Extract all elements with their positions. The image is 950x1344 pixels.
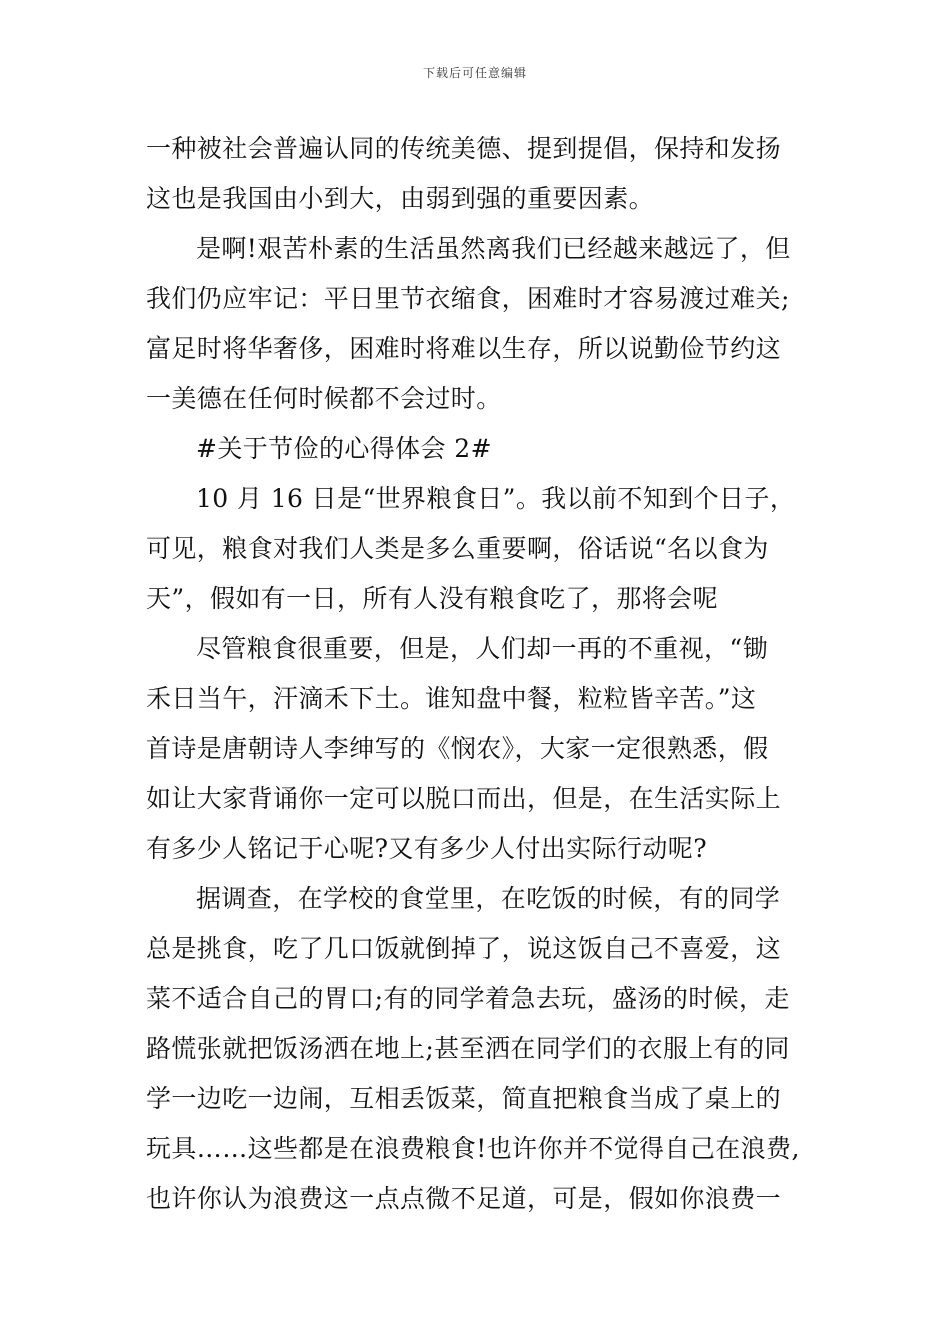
text-line: 据调查，在学校的食堂里，在吃饭的时候，有的同学 (196, 884, 781, 913)
text-line: 尽管粮食很重要，但是，人们却一再的不重视，“锄 (196, 634, 768, 663)
text-line: 总是挑食，吃了几口饭就倒掉了，说这饭自己不喜爱，这 (146, 934, 782, 963)
text-line: 也许你认为浪费这一点点微不足道，可是，假如你浪费一 (146, 1184, 782, 1213)
text-line: 这也是我国由小到大，由弱到强的重要因素。 (146, 184, 655, 213)
text-line: 一美德在任何时候都不会过时。 (146, 384, 502, 413)
text-line: 禾日当午，汗滴禾下土。谁知盘中餐，粒粒皆辛苦。”这 (146, 684, 757, 713)
text-line: 首诗是唐朝诗人李绅写的《悯农》，大家一定很熟悉，假 (146, 734, 769, 763)
text-line: 可见，粮食对我们人类是多么重要啊，俗话说“名以食为 (146, 534, 769, 563)
text-line: 我们仍应牢记：平日里节衣缩食，困难时才容易渡过难关; (146, 284, 790, 313)
text-line: 菜不适合自己的胃口;有的同学着急去玩，盛汤的时候，走 (146, 984, 790, 1013)
text-line: 天”，假如有一日，所有人没有粮食吃了，那将会呢 (146, 584, 718, 613)
page-header: 下载后可任意编辑 (422, 66, 527, 80)
text-line: 10 月 16 日是“世界粮食日”。我以前不知到个日子， (196, 484, 796, 513)
text-line: 路慌张就把饭汤洒在地上;甚至洒在同学们的衣服上有的同 (146, 1034, 790, 1063)
document-body (146, 124, 826, 1224)
text-line: 富足时将华奢侈，困难时将难以生存，所以说勤俭节约这 (146, 334, 782, 363)
section-heading: #关于节俭的心得体会 2# (196, 434, 492, 463)
text-line: 如让大家背诵你一定可以脱口而出，但是，在生活实际上 (146, 784, 782, 813)
text-line: 是啊!艰苦朴素的生活虽然离我们已经越来越远了，但 (196, 234, 791, 263)
text-line: 玩具……这些都是在浪费粮食!也许你并不觉得自己在浪费, (146, 1134, 800, 1163)
text-line: 有多少人铭记于心呢?又有多少人付出实际行动呢? (146, 834, 708, 863)
text-line: 一种被社会普遍认同的传统美德、提到提倡，保持和发扬 (146, 134, 782, 163)
text-line: 学一边吃一边闹，互相丢饭菜，简直把粮食当成了桌上的 (146, 1084, 782, 1113)
